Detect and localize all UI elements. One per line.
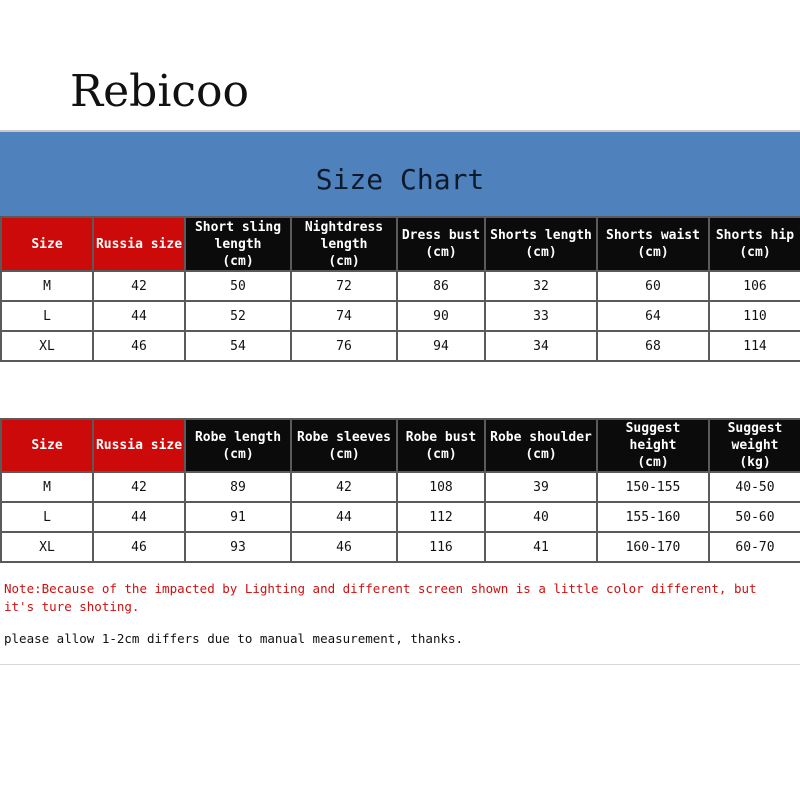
table-cell: 40 xyxy=(485,502,597,532)
table-header-row xyxy=(1,217,800,271)
table-header-row xyxy=(1,419,800,472)
table-cell: 116 xyxy=(397,532,485,562)
table-cell: 54 xyxy=(185,331,291,361)
table-cell: 46 xyxy=(93,331,185,361)
table-cell: 64 xyxy=(597,301,709,331)
size-table-sleepwear xyxy=(0,216,800,362)
header-russia-size: Russia size xyxy=(93,419,185,472)
color-difference-note: Note:Because of the impacted by Lighting and different screen shown is a little color different, but it's ture shoting. xyxy=(4,581,757,614)
table-cell: 46 xyxy=(93,532,185,562)
table-cell: 91 xyxy=(185,502,291,532)
table-cell: 50-60 xyxy=(709,502,800,532)
header-shorts-hip: Shorts hip (cm) xyxy=(709,217,800,271)
table-cell: 76 xyxy=(291,331,397,361)
table-cell: 108 xyxy=(397,472,485,502)
table-cell: 112 xyxy=(397,502,485,532)
table-cell: L xyxy=(1,301,93,331)
table-row xyxy=(1,502,800,532)
header-robe-sleeves: Robe sleeves (cm) xyxy=(291,419,397,472)
table-cell: 42 xyxy=(93,271,185,301)
table-cell: 72 xyxy=(291,271,397,301)
table-cell: 94 xyxy=(397,331,485,361)
table-cell: 89 xyxy=(185,472,291,502)
header-nightdress-length: Nightdress length (cm) xyxy=(291,217,397,271)
table-cell: 33 xyxy=(485,301,597,331)
header-size: Size xyxy=(1,217,93,271)
table-cell: 155-160 xyxy=(597,502,709,532)
header-robe-length: Robe length (cm) xyxy=(185,419,291,472)
header-suggest-weight: Suggest weight (kg) xyxy=(709,419,800,472)
table-row xyxy=(1,532,800,562)
table-cell: 42 xyxy=(291,472,397,502)
header-suggest-height: Suggest height (cm) xyxy=(597,419,709,472)
table-cell: 150-155 xyxy=(597,472,709,502)
table-cell: 42 xyxy=(93,472,185,502)
table-cell: 34 xyxy=(485,331,597,361)
table-spacer xyxy=(0,368,800,418)
notes-section xyxy=(4,580,794,648)
table-cell: L xyxy=(1,502,93,532)
size-chart-banner xyxy=(0,130,800,218)
measurement-note: please allow 1-2cm differs due to manual measurement, thanks. xyxy=(4,631,464,646)
header-short-sling-length: Short sling length (cm) xyxy=(185,217,291,271)
table-cell: 44 xyxy=(93,502,185,532)
bottom-divider xyxy=(0,664,800,665)
header-shorts-length: Shorts length (cm) xyxy=(485,217,597,271)
table-cell: 60-70 xyxy=(709,532,800,562)
header-robe-bust: Robe bust (cm) xyxy=(397,419,485,472)
chart-title: Size Chart xyxy=(315,162,485,196)
table-cell: 114 xyxy=(709,331,800,361)
table-cell: 110 xyxy=(709,301,800,331)
table-cell: 44 xyxy=(291,502,397,532)
table-cell: M xyxy=(1,472,93,502)
header-robe-shoulder: Robe shoulder (cm) xyxy=(485,419,597,472)
table-cell: 44 xyxy=(93,301,185,331)
table-cell: 32 xyxy=(485,271,597,301)
table-cell: 106 xyxy=(709,271,800,301)
header-russia-size: Russia size xyxy=(93,217,185,271)
table-cell: 46 xyxy=(291,532,397,562)
table-row xyxy=(1,271,800,301)
table-cell: M xyxy=(1,271,93,301)
table-row xyxy=(1,472,800,502)
header-shorts-waist: Shorts waist (cm) xyxy=(597,217,709,271)
table-cell: XL xyxy=(1,331,93,361)
table-cell: 86 xyxy=(397,271,485,301)
table-cell: 41 xyxy=(485,532,597,562)
table-cell: 90 xyxy=(397,301,485,331)
brand-logo-text: Rebicoo xyxy=(70,66,250,117)
header-dress-bust: Dress bust (cm) xyxy=(397,217,485,271)
size-table-robe xyxy=(0,418,800,563)
table-row xyxy=(1,301,800,331)
table-cell: XL xyxy=(1,532,93,562)
table-cell: 160-170 xyxy=(597,532,709,562)
table-cell: 52 xyxy=(185,301,291,331)
table-cell: 40-50 xyxy=(709,472,800,502)
table-cell: 74 xyxy=(291,301,397,331)
table-cell: 50 xyxy=(185,271,291,301)
table-cell: 68 xyxy=(597,331,709,361)
table-cell: 93 xyxy=(185,532,291,562)
table-row xyxy=(1,331,800,361)
header-size: Size xyxy=(1,419,93,472)
table-cell: 39 xyxy=(485,472,597,502)
table-cell: 60 xyxy=(597,271,709,301)
